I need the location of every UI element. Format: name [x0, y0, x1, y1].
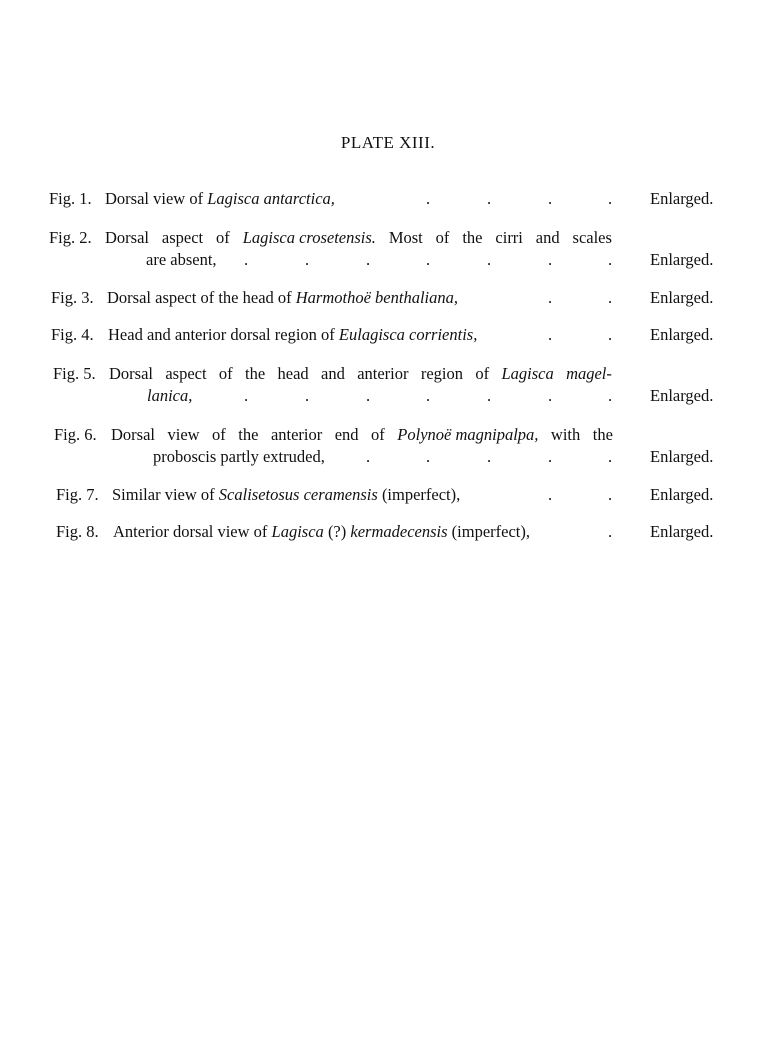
- figure-caption-continuation: are absent,: [146, 250, 217, 269]
- species-name: Lagisca: [271, 522, 324, 541]
- magnification-note: Enlarged.: [650, 522, 714, 541]
- species-name: Scalisetosus ceramensis: [218, 485, 378, 504]
- figure-label: Fig. 2.: [49, 228, 92, 247]
- figure-caption: Dorsal aspect of the head and anterior region of Lagisca magel-: [109, 364, 612, 383]
- species-name: Eulagisca corrientis,: [338, 325, 478, 344]
- magnification-note: Enlarged.: [650, 485, 714, 504]
- figure-caption: Similar view of Scalisetosus ceramensis (imperfect),: [112, 485, 461, 504]
- figure-entry-continuation: proboscis partly extruded, . . . . . Enlarged.: [153, 447, 714, 466]
- figure-entry: Fig. 8. Anterior dorsal view of Lagisca (?) kermadecensis (imperfect), . Enlarged.: [56, 522, 714, 541]
- magnification-note: Enlarged.: [650, 288, 714, 307]
- magnification-note: Enlarged.: [650, 325, 714, 344]
- figure-caption-continuation: proboscis partly extruded,: [153, 447, 325, 466]
- figure-caption-continuation: lanica,: [147, 386, 193, 405]
- figure-entry: [0, 228, 776, 248]
- figure-entry: [0, 364, 776, 384]
- figure-entry: Fig. 4. Head and anterior dorsal region of Eulagisca corrientis, . . Enlarged.: [51, 325, 714, 344]
- species-name: Polynoë magnipalpa,: [397, 425, 539, 444]
- figure-caption: Dorsal aspect of the head of Harmothoë benthaliana,: [107, 288, 459, 307]
- figure-entry: [0, 425, 776, 445]
- species-name: Lagisca: [501, 364, 554, 383]
- figure-caption: Anterior dorsal view of Lagisca (?) kermadecensis (imperfect),: [113, 522, 530, 541]
- species-name: Lagisca antarctica,: [207, 189, 335, 208]
- figure-entry: Fig. 3. Dorsal aspect of the head of Harmothoë benthaliana, . . Enlarged.: [51, 288, 714, 307]
- figure-label: Fig. 1.: [49, 189, 92, 208]
- figure-caption: Dorsal aspect of Lagisca crosetensis. Most of the cirri and scales: [105, 228, 612, 247]
- species-name: magel-: [566, 364, 612, 383]
- figure-label: Fig. 5.: [53, 364, 96, 383]
- figure-label: Fig. 6.: [54, 425, 97, 444]
- figure-label: Fig. 8.: [56, 522, 99, 541]
- figure-caption: Head and anterior dorsal region of Eulagisca corrientis,: [108, 325, 478, 344]
- figure-label: Fig. 4.: [51, 325, 94, 344]
- figure-entry: Fig. 7. Similar view of Scalisetosus ceramensis (imperfect), . . Enlarged.: [56, 485, 714, 504]
- species-name: kermadecensis: [350, 522, 448, 541]
- species-name: Harmothoë benthaliana,: [295, 288, 459, 307]
- page-title: PLATE XIII.: [340, 133, 436, 152]
- figure-caption: Dorsal view of the anterior end of Polynoë magnipalpa, with the: [111, 425, 613, 444]
- species-name: Lagisca crosetensis.: [242, 228, 376, 247]
- figure-entry-continuation: are absent, . . . . . . . Enlarged.: [146, 250, 714, 269]
- magnification-note: Enlarged.: [650, 447, 714, 466]
- figure-entry: Fig. 1. Dorsal view of Lagisca antarctica, . . . . Enlarged.: [49, 189, 714, 208]
- figure-caption: Dorsal view of Lagisca antarctica,: [105, 189, 335, 208]
- figure-label: Fig. 7.: [56, 485, 99, 504]
- magnification-note: Enlarged.: [650, 250, 714, 269]
- figure-entry-continuation: lanica, . . . . . . . Enlarged.: [147, 386, 714, 405]
- figure-label: Fig. 3.: [51, 288, 94, 307]
- magnification-note: Enlarged.: [650, 189, 714, 208]
- magnification-note: Enlarged.: [650, 386, 714, 405]
